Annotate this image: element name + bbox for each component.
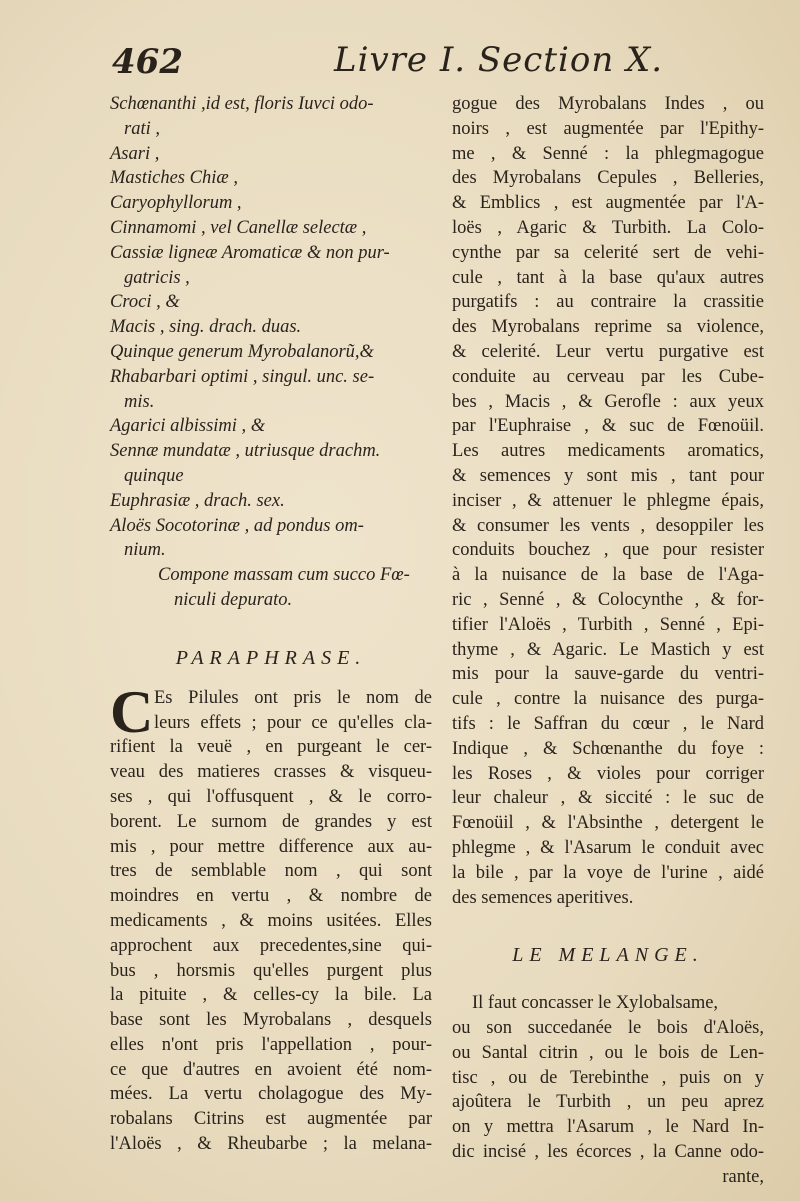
body-line: thyme , & Agaric. Le Mastich y est <box>452 639 764 660</box>
body-line: l'Aloës , & Rheubarbe ; la melana- <box>110 1134 432 1155</box>
body-line: tisc , ou de Terebinthe , puis on y <box>452 1067 764 1088</box>
body-line: phlegme , & l'Asarum le conduit avec <box>452 837 764 858</box>
body-line: cynthe par sa celerité sert de vehi- <box>452 242 764 263</box>
body-line: ric , Senné , & Colocynthe , & for- <box>452 589 764 610</box>
body-line: inciser , & attenuer le phlegme épais, <box>452 490 764 511</box>
page-header <box>112 38 752 86</box>
body-line: conduits bouchez , que pour resister <box>452 540 764 561</box>
body-line: purgatifs : au contraire la crassitie <box>452 292 764 313</box>
body-line: des Myrobalans Cepules , Belleries, <box>452 168 764 189</box>
body-line: bus , horsmis qu'elles purgent plus <box>110 960 432 981</box>
body-line: mis , pour mettre difference aux au- <box>110 836 432 857</box>
body-line: leurs effets ; pour ce qu'elles cla- <box>154 712 432 733</box>
body-line: à la nuisance de la base de l'Aga- <box>452 565 764 586</box>
body-line: les Roses , & violes pour corriger <box>452 763 764 784</box>
body-line: rifient la veuë , en purgeant le cer- <box>110 737 432 758</box>
recipe-line: rati , <box>124 118 160 139</box>
body-line: elles n'ont pris l'appellation , pour- <box>110 1034 432 1055</box>
recipe-line: Euphrasiæ , drach. sex. <box>110 490 285 511</box>
body-line: mées. La vertu cholagogue des My- <box>110 1084 432 1105</box>
body-line: ou son succedanée le bois d'Aloës, <box>452 1018 764 1039</box>
compone-instruction <box>110 563 432 613</box>
body-line: ou Santal citrin , ou le bois de Len- <box>452 1042 764 1063</box>
recipe-line: mis. <box>124 391 155 412</box>
recipe-line: Cinnamomi , vel Canellæ selectæ , <box>110 217 367 238</box>
recipe-line: Sennæ mundatæ , utriusque drachm. <box>110 441 381 462</box>
paraphrase-opening <box>110 678 432 745</box>
body-line: ajoûtera le Turbith , un peu aprez <box>452 1092 764 1113</box>
catchword: rante, <box>722 1166 764 1187</box>
recipe-line: quinque <box>124 465 184 486</box>
melange-text <box>452 991 764 1189</box>
body-line: Il faut concasser le Xylobalsame, <box>472 993 719 1014</box>
drop-cap: C <box>110 678 154 745</box>
paraphrase-continuation <box>452 92 764 910</box>
recipe-line: Agarici albissimi , & <box>110 416 266 437</box>
recipe-line: Caryophyllorum , <box>110 193 242 214</box>
body-line: ses , qui l'offusquent , & le corro- <box>110 786 432 807</box>
body-line: on y mettra l'Asarum , le Nard In- <box>452 1117 764 1138</box>
body-line: par l'Euphraise , & suc de Fœnoüil. <box>452 416 764 437</box>
recipe-line: Macis , sing. drach. duas. <box>110 317 302 338</box>
body-line: leur chaleur , & siccité : le suc de <box>452 788 764 809</box>
body-line: tifier l'Aloës , Turbith , Senné , Epi- <box>452 614 764 635</box>
body-line: cule , tant à la base qu'aux autres <box>452 267 764 288</box>
body-line: tifs : le Saffran du cœur , le Nard <box>452 713 764 734</box>
recipe-line: Croci , & <box>110 292 180 313</box>
recipe-line: Rhabarbari optimi , singul. unc. se- <box>110 366 375 387</box>
body-line: bes , Macis , & Gerofle : aux yeux <box>452 391 764 412</box>
body-line: moindres en vertu , & nombre de <box>110 886 432 907</box>
recipe-line: Cassiæ ligneæ Aromaticæ & non pur- <box>110 242 390 263</box>
body-line: mis pour la sauve-garde du ventri- <box>452 664 764 685</box>
recipe-line: gatricis , <box>124 267 190 288</box>
recipe-line: Quinque generum Myrobalanorũ,& <box>110 341 374 362</box>
compone-line: niculi depurato. <box>174 589 293 610</box>
body-line: Les autres medicaments aromatics, <box>452 441 764 462</box>
body-line: medicaments , & moins usitées. Elles <box>110 910 432 931</box>
body-line: tres de semblable nom , qui sont <box>110 861 432 882</box>
body-line: la pituite , & celles-cy la bile. La <box>110 985 432 1006</box>
body-line: & semences y sont mis , tant pour <box>452 465 764 486</box>
body-line: dic incisé , les écorces , la Canne odo- <box>452 1142 764 1163</box>
compone-line: Compone massam cum succo Fœ- <box>158 565 410 586</box>
running-title: Livre I. Section X. <box>334 40 664 80</box>
body-line: loës , Agaric & Turbith. La Colo- <box>452 217 764 238</box>
body-line: Indique , & Schœnanthe du foye : <box>452 738 764 759</box>
body-line: des Myrobalans reprime sa violence, <box>452 317 764 338</box>
body-line: & consumer les vents , desoppiler les <box>452 515 764 536</box>
body-line: robalans Citrins est augmentée par <box>110 1109 432 1130</box>
body-line: & celerité. Leur vertu purgative est <box>452 341 764 362</box>
recipe-line: Mastiches Chiæ , <box>110 168 238 189</box>
page-number: 462 <box>112 42 183 82</box>
recipe-line: Schœnanthi ,id est, floris Iuvci odo- <box>110 94 374 114</box>
recipe-line: Asari , <box>110 143 160 164</box>
left-column <box>110 92 432 1157</box>
body-line: ce que d'autres en avoient été nom- <box>110 1059 432 1080</box>
body-line: gogue des Myrobalans Indes , ou <box>452 94 764 114</box>
body-line: veau des matieres crasses & visqueu- <box>110 762 432 783</box>
melange-heading: LE MELANGE. <box>512 944 704 967</box>
recipe-line: nium. <box>124 540 166 561</box>
body-line: approchent aux precedentes,sine qui- <box>110 935 432 956</box>
body-line: cule , contre la nuisance des purga- <box>452 689 764 710</box>
body-line: la bile , par la voye de l'urine , aidé <box>452 862 764 883</box>
paraphrase-heading: PARAPHRASE. <box>175 646 367 669</box>
recipe-line: Aloës Socotorinæ , ad pondus om- <box>110 515 364 536</box>
body-line: base sont les Myrobalans , desquels <box>110 1010 432 1031</box>
body-line: me , & Senné : la phlegmagogue <box>452 143 764 164</box>
right-column <box>452 92 764 1190</box>
body-line: noirs , est augmentée par l'Epithy- <box>452 118 764 139</box>
body-line: & Emblics , est augmentée par l'A- <box>452 193 764 214</box>
body-line: conduite au cerveau par les Cube- <box>452 366 764 387</box>
body-line: Es Pilules ont pris le nom de <box>154 687 432 708</box>
body-line: des semences aperitives. <box>452 887 634 908</box>
paraphrase-text <box>110 735 432 1157</box>
recipe-list <box>110 92 432 563</box>
body-line: borent. Le surnom de grandes y est <box>110 811 432 832</box>
body-line: Fœnoüil , & l'Absinthe , detergent le <box>452 813 764 834</box>
